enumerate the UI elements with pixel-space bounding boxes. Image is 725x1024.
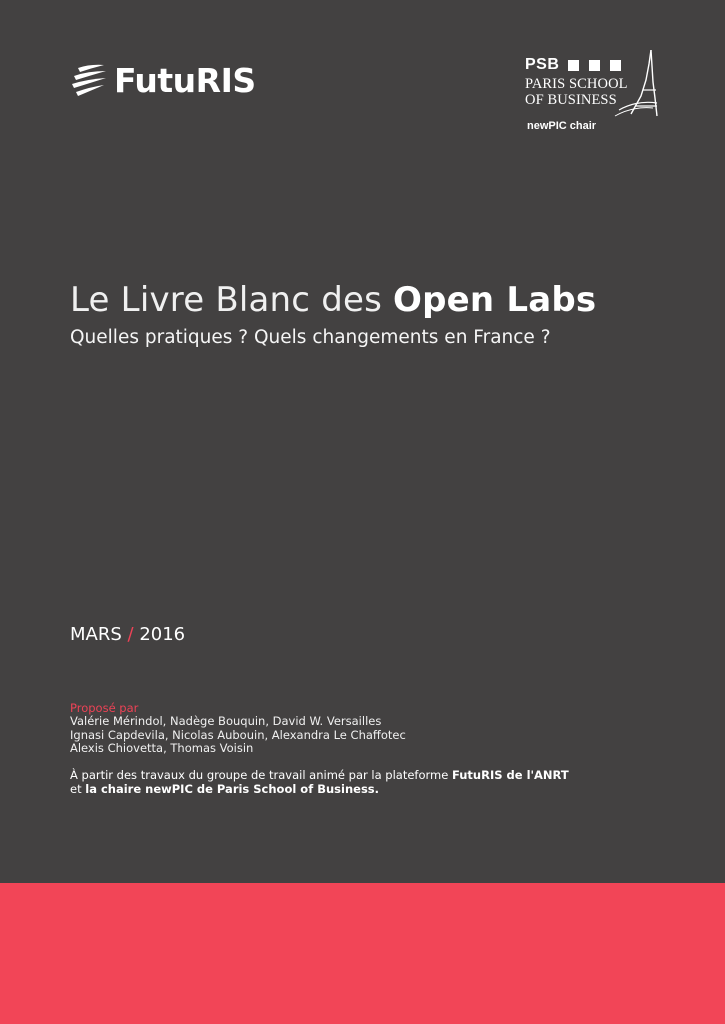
psb-name-line1: PARIS SCHOOL [525,76,628,92]
futuris-wordmark: FutuRIS [114,61,256,100]
date-month: MARS [70,624,122,645]
psb-logo [525,50,660,140]
authors-list [70,715,406,756]
credits-text-1: À partir des travaux du groupe de travail animé par la plateforme [70,768,452,782]
page-subtitle: Quelles pratiques ? Quels changements en France ? [70,327,551,348]
credits-line-2 [70,782,569,796]
footer-accent-band [0,883,725,1024]
credits [70,768,569,796]
authors-line: Alexis Chiovetta, Thomas Voisin [70,741,254,755]
eiffel-tower-icon [613,50,658,120]
authors-line: Valérie Mérindol, Nadège Bouquin, David W. Versailles [70,714,382,728]
futuris-swoosh-icon [70,62,108,100]
date-year: 2016 [139,624,186,645]
credits-bold-2: la chaire newPIC de Paris School of Business. [85,782,379,796]
date-separator: / [127,624,134,645]
page-title [70,278,596,322]
authors-line: Ignasi Capdevila, Nicolas Aubouin, Alexandra Le Chaffotec [70,727,406,742]
psb-acronym: PSB [525,56,560,73]
publication-date [70,624,185,645]
authors-label: Proposé par [70,701,139,715]
credits-bold-1: FutuRIS de l'ANRT [451,768,569,782]
psb-chair-label: newPIC chair [527,120,597,132]
title-emphasis: Open Labs [393,280,597,320]
psb-name-line2: OF BUSINESS [525,92,617,108]
futuris-logo [70,60,256,102]
title-prefix: Le Livre Blanc des [70,280,394,320]
credits-line-1 [70,768,569,782]
credits-text-2: et [70,782,86,796]
